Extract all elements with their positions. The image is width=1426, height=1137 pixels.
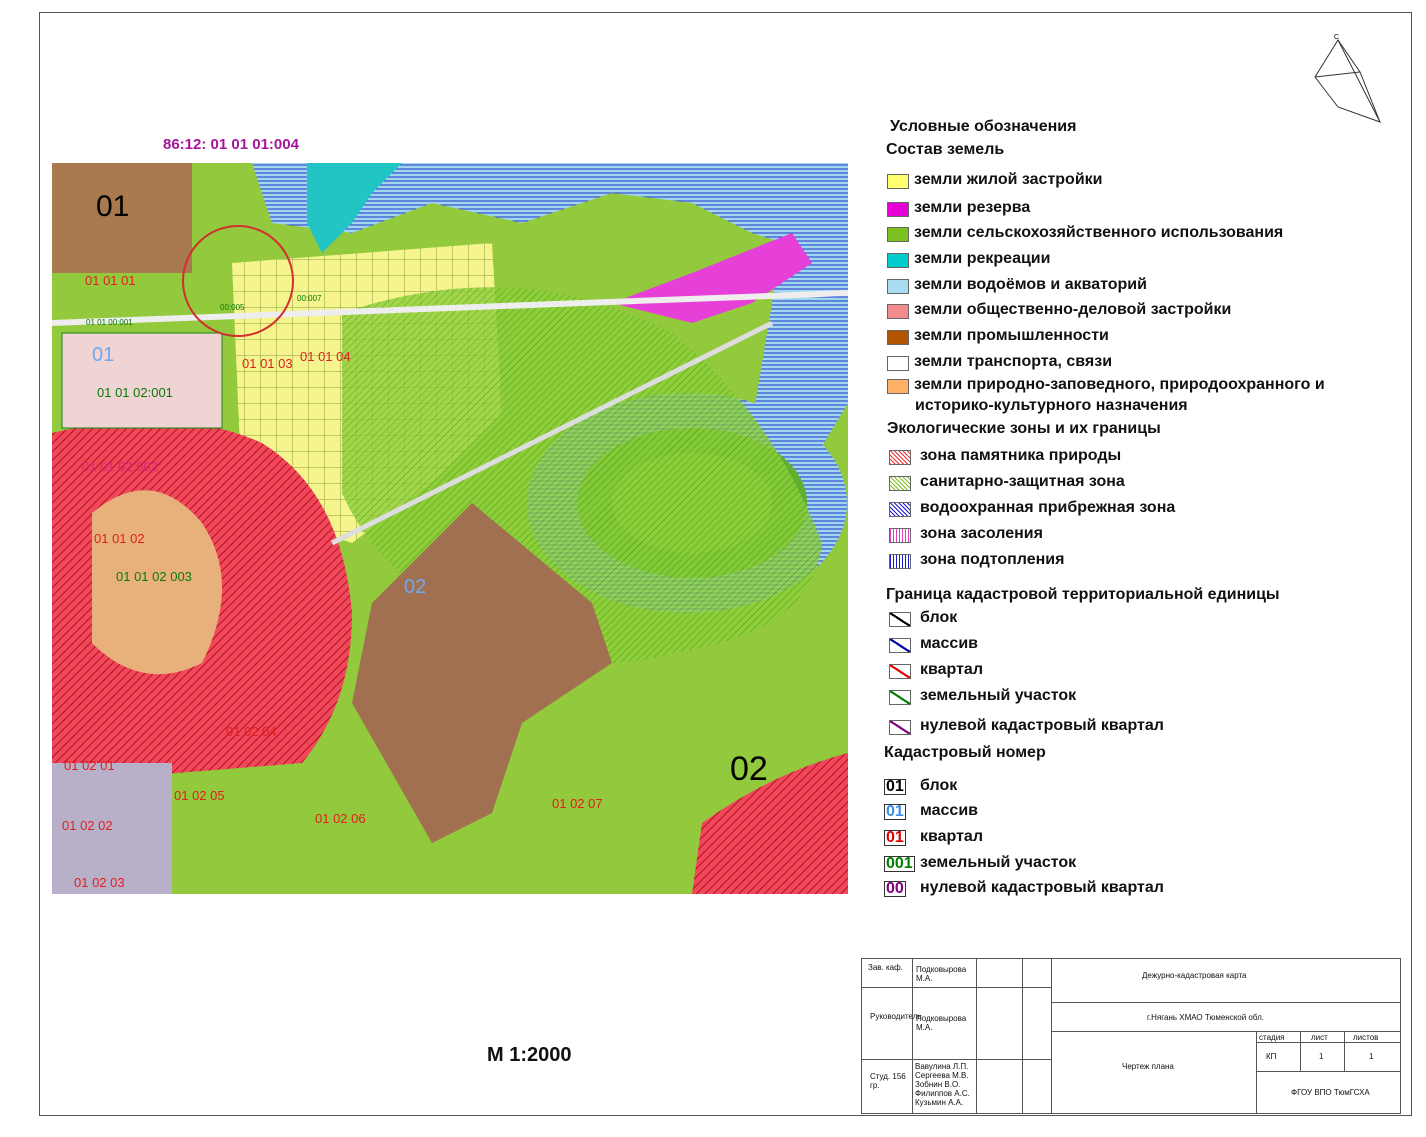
legend-eco-heading: Экологические зоны и их границы <box>887 420 1161 437</box>
legend-item-label: массив <box>920 635 978 652</box>
legend-code-swatch: 01 <box>886 778 904 795</box>
legend-item-label: санитарно-защитная зона <box>920 473 1125 490</box>
stamp-sheet-header: лист <box>1311 1033 1328 1042</box>
legend-item-label: зона памятника природы <box>920 447 1122 464</box>
label-quarter: 01 02 01 <box>64 758 115 773</box>
stamp-org: ФГОУ ВПО ТюмГСХА <box>1291 1088 1370 1097</box>
legend-code-swatch: 001 <box>886 855 913 872</box>
legend-swatch <box>889 612 911 627</box>
legend-item-label: квартал <box>920 661 983 678</box>
legend-swatch <box>889 720 911 735</box>
stamp-stage-header: стадия <box>1259 1033 1285 1042</box>
legend-code-swatch: 00 <box>886 880 904 897</box>
legend-item-label: массив <box>920 802 978 819</box>
label-quarter: 01 01 03 <box>242 356 293 371</box>
legend-item-label: зона засоления <box>920 525 1043 542</box>
stamp-sheets: 1 <box>1369 1052 1374 1061</box>
label-quarter: 01 02 02 <box>62 818 113 833</box>
legend-swatch <box>887 330 909 345</box>
legend-swatch <box>887 356 909 371</box>
legend-swatch <box>889 476 911 491</box>
legend-swatch <box>887 202 909 217</box>
stamp-sheet-name: Чертеж плана <box>1122 1062 1174 1071</box>
legend-item-label: земли природно-заповедного, природоохранного и <box>914 376 1325 393</box>
stamp-r1-name: Подковырова М.А. <box>916 965 967 983</box>
label-block-01: 01 <box>96 190 130 223</box>
label-parcel: 01 01 02:001 <box>97 385 173 400</box>
legend-swatch <box>889 554 911 569</box>
legend-swatch <box>887 253 909 268</box>
stamp-title: Дежурно-кадастровая карта <box>1142 971 1247 980</box>
legend-swatch <box>889 664 911 679</box>
legend-item-label: нулевой кадастровый квартал <box>920 879 1164 896</box>
legend-item-label: земли водоёмов и акваторий <box>914 276 1147 293</box>
label-massiv-02: 02 <box>404 576 427 598</box>
stamp-stage: КП <box>1266 1052 1277 1061</box>
legend-item-label: зона подтопления <box>920 551 1065 568</box>
legend-item-label: земли промышленности <box>914 327 1109 344</box>
north-arrow <box>1310 32 1385 132</box>
legend-border-heading: Граница кадастровой территориальной единицы <box>886 586 1280 603</box>
label-quarter: 01 02 07 <box>552 796 603 811</box>
label-quarter: 01 02 04 <box>226 724 277 739</box>
stamp-r1-role: Зав. каф. <box>868 963 903 972</box>
legend-swatch <box>887 227 909 242</box>
legend-swatch <box>887 379 909 394</box>
label-quarter: 01 02 06 <box>315 811 366 826</box>
legend-swatch <box>887 174 909 189</box>
stamp-sheet: 1 <box>1319 1052 1324 1061</box>
legend-item-label: земли общественно-деловой застройки <box>914 301 1232 318</box>
stamp-r2-role: Руководитель <box>870 1012 922 1021</box>
label-parcel: 00:007 <box>297 294 322 303</box>
label-quarter: 01 02 03 <box>74 875 125 890</box>
legend-item-label: земли резерва <box>914 199 1031 216</box>
legend-land-last-line2: историко-культурного назначения <box>915 397 1188 414</box>
cadastral-id: 86:12: 01 01 01:004 <box>163 136 299 153</box>
label-quarter: 01 01 04 <box>300 349 351 364</box>
legend-item-label: земельный участок <box>920 687 1077 704</box>
label-block-02: 02 <box>730 750 768 788</box>
legend-item-label: земли рекреации <box>914 250 1051 267</box>
stamp-location: г.Нягань ХМАО Тюменской обл. <box>1147 1013 1264 1022</box>
legend-swatch <box>887 304 909 319</box>
legend-swatch <box>887 279 909 294</box>
legend-swatch <box>889 638 911 653</box>
legend-swatch <box>889 690 911 705</box>
legend-item-label: земли сельскохозяйственного использования <box>914 224 1284 241</box>
legend-title: Условные обозначения <box>890 118 1077 135</box>
legend-item-label: блок <box>920 777 958 794</box>
stamp-sheets-header: листов <box>1353 1033 1379 1042</box>
stamp-r2-name: Подковырова М.А. <box>916 1014 967 1032</box>
legend-item-label: квартал <box>920 828 983 845</box>
label-quarter: 01 02 05 <box>174 788 225 803</box>
label-parcel: 00:005 <box>220 303 245 312</box>
label-quarter: 01 01 02 <box>94 531 145 546</box>
land-public-01 <box>62 333 222 428</box>
legend-item-label: водоохранная прибрежная зона <box>920 499 1176 516</box>
stamp-r3-names: Вавулина Л.П. Сергеева М.В. Зобнин В.О. Филиппов А.С. Кузьмин А.А. <box>915 1062 970 1107</box>
label-parcel: 01 01 02 003 <box>116 569 192 584</box>
legend-item-label: земельный участок <box>920 854 1077 871</box>
cadastral-map[interactable] <box>52 163 848 894</box>
legend-item-label: земли транспорта, связи <box>914 353 1113 370</box>
map-scale: М 1:2000 <box>487 1044 572 1066</box>
legend-number-heading: Кадастровый номер <box>884 744 1046 761</box>
label-parcel: 01 01 00:001 <box>86 318 133 327</box>
map-svg <box>52 163 848 894</box>
legend-swatch <box>889 528 911 543</box>
legend-swatch <box>889 450 911 465</box>
legend-swatch <box>889 502 911 517</box>
label-parcel: 01 01 02 002 <box>82 459 158 474</box>
label-massiv-01: 01 <box>92 344 115 366</box>
stamp-r3-role: Студ. 156 гр. <box>870 1072 906 1090</box>
legend-item-label: нулевой кадастровый квартал <box>920 717 1164 734</box>
label-quarter: 01 01 01 <box>85 273 136 288</box>
legend-code-swatch: 01 <box>886 829 904 846</box>
legend-item-label: земли жилой застройки <box>914 171 1103 188</box>
legend-code-swatch: 01 <box>886 803 904 820</box>
north-label: С <box>1334 34 1340 41</box>
legend-land-heading: Состав земель <box>886 141 1005 158</box>
legend-item-label: блок <box>920 609 958 626</box>
